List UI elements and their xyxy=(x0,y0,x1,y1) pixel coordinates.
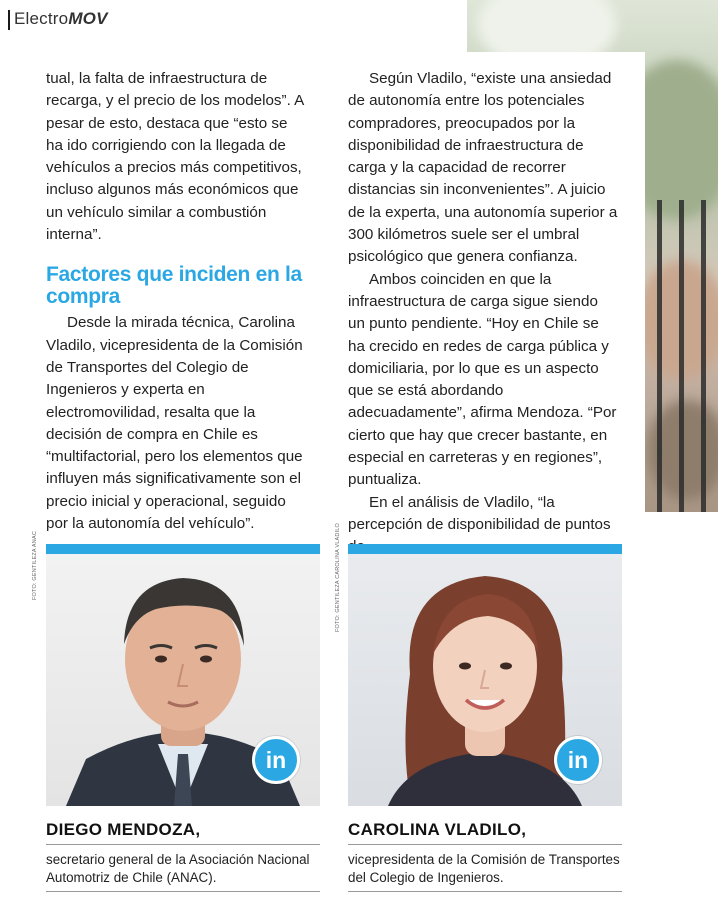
profile-card-mendoza xyxy=(46,544,320,892)
linkedin-icon[interactable]: in xyxy=(554,736,602,784)
portrait-photo-mendoza xyxy=(46,554,320,806)
right-paragraph-2: Ambos coinciden en que la infraestructura de carga sigue siendo un punto pendiente. “Hoy en Chile se ha crecido en redes de carga pública y domiciliaria, por lo que es un aspecto que se está abordando adecuadamente”, afirma Mendoza. “Por cierto que hay que crecer bastante, en especial en carreteras y en regiones”, puntualiza. xyxy=(348,270,617,489)
photo-credit-1: FOTO: GENTILEZA ANAC xyxy=(32,531,38,600)
card-accent-bar xyxy=(348,544,622,554)
profile-role: vicepresidenta de la Comisión de Transportes del Colegio de Ingenieros. xyxy=(348,851,622,892)
profile-card-vladilo xyxy=(348,544,622,892)
magazine-brand xyxy=(14,9,108,29)
article-right-column xyxy=(348,68,618,559)
profile-role: secretario general de la Asociación Nacional Automotriz de Chile (ANAC). xyxy=(46,851,320,892)
right-paragraph-3: En el análisis de Vladilo, “la percepción de disponibilidad de puntos xyxy=(348,493,611,533)
card-accent-bar xyxy=(46,544,320,554)
left-paragraph-1: tual, la falta de infraestructura de recarga, y el precio de los modelos”. A pesar de esto, destaca que “esto se ha ido corrigiendo con la llegada de vehículos a precios más competitivos, incluso algunos más económicos que un vehículo similar a combustión interna”. xyxy=(46,70,304,244)
header-rule xyxy=(8,10,10,30)
section-subhead: Factores que inciden en la compra xyxy=(46,263,302,309)
right-paragraph-1: Según Vladilo, “existe una ansiedad de autonomía entre los potenciales compradores, preocupados por la disponibilidad de infraestructura de carga y la capacidad de recorrer distancias sin inconvenientes”. A juicio de la experta, una autonomía superior a 300 kilómetros suele ser el umbral psicológico que genera confianza. xyxy=(348,70,618,266)
brand-light: Electro xyxy=(14,9,69,28)
left-paragraph-2: Desde la mirada técnica, Carolina Vladilo, vicepresidenta de la Comisión de Transportes del Colegio de Ingenieros y experta en electromovilidad, resalta que la decisión de compra en Chile es “multifactorial, pero los elementos que influyen más significativamente son el precio inicial y operacional, seguido por la autonomía del vehículo”. xyxy=(46,314,303,533)
portrait-photo-vladilo xyxy=(348,554,622,806)
linkedin-icon[interactable]: in xyxy=(252,736,300,784)
article-left-column xyxy=(46,68,308,535)
brand-bold: MOV xyxy=(68,9,108,28)
profile-name: CAROLINA VLADILO, xyxy=(348,820,622,845)
profile-name: DIEGO MENDOZA, xyxy=(46,820,320,845)
photo-credit-2: FOTO: GENTILEZA CAROLINA VLADILO xyxy=(335,523,341,632)
